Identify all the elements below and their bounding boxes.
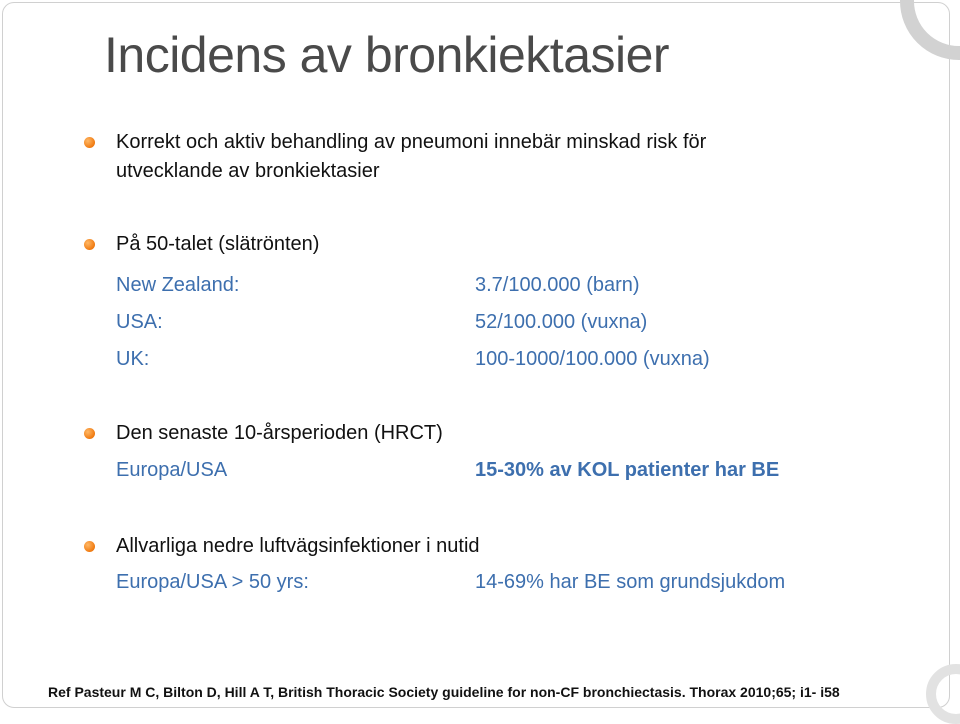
- row-value: 15-30% av KOL patienter har BE: [475, 459, 780, 481]
- bullet-text: Korrekt och aktiv behandling av pneumoni innebär minskad risk för: [116, 131, 707, 153]
- row-label: USA:: [116, 311, 163, 333]
- row-label: Europa/USA > 50 yrs:: [116, 571, 309, 593]
- bullet-icon: [84, 541, 95, 552]
- bullet-heading: Den senaste 10-årsperioden (HRCT): [116, 422, 443, 444]
- bullet-heading: Allvarliga nedre luftvägsinfektioner i nutid: [116, 535, 480, 557]
- bullet-icon: [84, 137, 95, 148]
- row-label: UK:: [116, 348, 150, 370]
- reference-text: Ref Pasteur M C, Bilton D, Hill A T, British Thoracic Society guideline for non-CF bronchiectasis. Thorax 2010;65; i1- i58: [48, 684, 840, 700]
- row-value: 3.7/100.000 (barn): [475, 274, 640, 296]
- slide-title: Incidens av bronkiektasier: [104, 27, 670, 83]
- row-label: Europa/USA: [116, 459, 228, 481]
- bullet-icon: [84, 239, 95, 250]
- row-label: New Zealand:: [116, 274, 240, 296]
- row-value: 52/100.000 (vuxna): [475, 311, 648, 333]
- row-value: 100-1000/100.000 (vuxna): [475, 348, 710, 370]
- bullet-heading: På 50-talet (slätrönten): [116, 233, 320, 255]
- bullet-text: utvecklande av bronkiektasier: [116, 160, 380, 182]
- bullet-icon: [84, 428, 95, 439]
- row-value: 14-69% har BE som grundsjukdom: [475, 571, 786, 593]
